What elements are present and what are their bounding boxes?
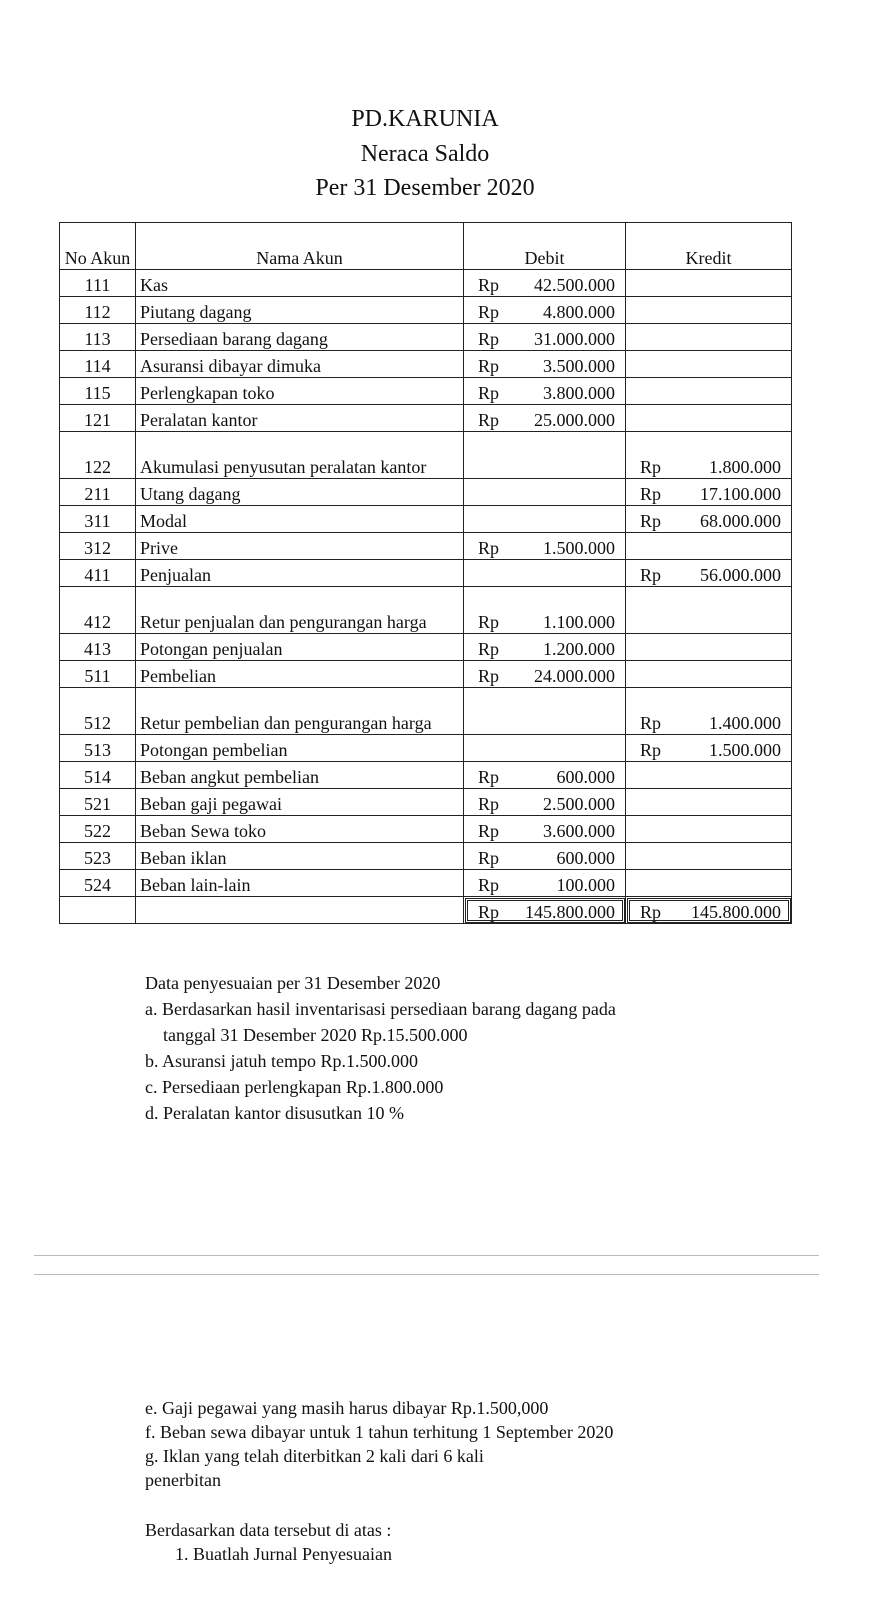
table-row xyxy=(60,560,792,587)
debit-amount: 31.000.000 xyxy=(534,329,615,349)
account-number: 413 xyxy=(60,634,136,661)
table-row xyxy=(60,378,792,405)
debit-cell xyxy=(464,870,626,897)
total-debit: 145.800.000 xyxy=(525,902,615,922)
account-number: 122 xyxy=(60,432,136,479)
account-number: 112 xyxy=(60,297,136,324)
account-name: Pembelian xyxy=(136,661,464,688)
table-row xyxy=(60,762,792,789)
credit-cell xyxy=(626,688,792,735)
currency-label: Rp xyxy=(478,848,500,868)
table-row xyxy=(60,661,792,688)
debit-amount: 1.100.000 xyxy=(543,612,615,632)
account-number: 522 xyxy=(60,816,136,843)
debit-cell xyxy=(464,688,626,735)
table-row xyxy=(60,789,792,816)
currency-label: Rp xyxy=(478,538,500,558)
account-name: Beban Sewa toko xyxy=(136,816,464,843)
debit-cell xyxy=(464,297,626,324)
account-name: Peralatan kantor xyxy=(136,405,464,432)
debit-cell xyxy=(464,560,626,587)
adjustment-item-d: d. Peralatan kantor disusutkan 10 % xyxy=(145,1103,404,1123)
adjustment-item-e: e. Gaji pegawai yang masih harus dibayar Rp.1.500,000 xyxy=(145,1398,549,1418)
debit-cell xyxy=(464,789,626,816)
account-number: 111 xyxy=(60,270,136,297)
debit-amount: 3.500.000 xyxy=(543,356,615,376)
account-number: 521 xyxy=(60,789,136,816)
credit-amount: 1.800.000 xyxy=(709,457,781,477)
company-name: PD.KARUNIA xyxy=(351,106,499,132)
debit-amount: 24.000.000 xyxy=(534,666,615,686)
debit-cell xyxy=(464,762,626,789)
table-row xyxy=(60,351,792,378)
account-name: Asuransi dibayar dimuka xyxy=(136,351,464,378)
currency-label: Rp xyxy=(478,794,500,814)
account-name: Persediaan barang dagang xyxy=(136,324,464,351)
table-row xyxy=(60,270,792,297)
adjustment-heading: Data penyesuaian per 31 Desember 2020 xyxy=(145,973,441,993)
currency-label: Rp xyxy=(478,902,500,922)
debit-cell xyxy=(464,270,626,297)
account-number: 523 xyxy=(60,843,136,870)
credit-cell xyxy=(626,533,792,560)
account-name: Prive xyxy=(136,533,464,560)
currency-label: Rp xyxy=(478,356,500,376)
debit-amount: 4.800.000 xyxy=(543,302,615,322)
header-no-akun: No Akun xyxy=(60,223,136,270)
account-name: Beban gaji pegawai xyxy=(136,789,464,816)
currency-label: Rp xyxy=(640,457,662,477)
debit-cell xyxy=(464,587,626,634)
total-credit: 145.800.000 xyxy=(691,902,781,922)
account-number: 312 xyxy=(60,533,136,560)
credit-cell xyxy=(626,405,792,432)
total-empty-name xyxy=(136,897,464,924)
debit-amount: 42.500.000 xyxy=(534,275,615,295)
instructions-intro: Berdasarkan data tersebut di atas : xyxy=(145,1520,392,1540)
credit-cell xyxy=(626,587,792,634)
currency-label: Rp xyxy=(640,713,662,733)
table-row xyxy=(60,843,792,870)
currency-label: Rp xyxy=(478,612,500,632)
credit-cell xyxy=(626,432,792,479)
debit-cell xyxy=(464,533,626,560)
debit-cell xyxy=(464,405,626,432)
table-row xyxy=(60,506,792,533)
account-number: 511 xyxy=(60,661,136,688)
debit-amount: 2.500.000 xyxy=(543,794,615,814)
account-number: 114 xyxy=(60,351,136,378)
credit-cell xyxy=(626,762,792,789)
currency-label: Rp xyxy=(478,767,500,787)
debit-cell xyxy=(464,661,626,688)
account-name: Perlengkapan toko xyxy=(136,378,464,405)
credit-cell xyxy=(626,735,792,762)
report-period: Per 31 Desember 2020 xyxy=(315,175,535,201)
account-name: Potongan pembelian xyxy=(136,735,464,762)
account-number: 412 xyxy=(60,587,136,634)
table-row xyxy=(60,587,792,634)
table-row xyxy=(60,405,792,432)
credit-amount: 56.000.000 xyxy=(700,565,781,585)
currency-label: Rp xyxy=(640,484,662,504)
currency-label: Rp xyxy=(478,666,500,686)
credit-cell xyxy=(626,297,792,324)
account-name: Akumulasi penyusutan peralatan kantor xyxy=(136,432,464,479)
adjustment-item-g-cont: penerbitan xyxy=(145,1470,221,1490)
debit-amount: 25.000.000 xyxy=(534,410,615,430)
table-row xyxy=(60,324,792,351)
credit-cell xyxy=(626,506,792,533)
currency-label: Rp xyxy=(478,275,500,295)
credit-cell xyxy=(626,378,792,405)
credit-amount: 68.000.000 xyxy=(700,511,781,531)
credit-cell xyxy=(626,479,792,506)
adjustment-item-a: a. Berdasarkan hasil inventarisasi persediaan barang dagang pada xyxy=(145,999,616,1019)
credit-cell xyxy=(626,351,792,378)
adjustment-item-f: f. Beban sewa dibayar untuk 1 tahun terhitung 1 September 2020 xyxy=(145,1422,614,1442)
account-number: 411 xyxy=(60,560,136,587)
currency-label: Rp xyxy=(478,302,500,322)
credit-cell xyxy=(626,560,792,587)
report-title: Neraca Saldo xyxy=(360,141,490,167)
currency-label: Rp xyxy=(478,821,500,841)
debit-cell xyxy=(464,479,626,506)
debit-cell xyxy=(464,843,626,870)
account-name: Retur pembelian dan pengurangan harga xyxy=(136,688,464,735)
credit-amount: 1.400.000 xyxy=(709,713,781,733)
account-name: Piutang dagang xyxy=(136,297,464,324)
credit-cell xyxy=(626,789,792,816)
account-name: Beban angkut pembelian xyxy=(136,762,464,789)
table-row xyxy=(60,533,792,560)
total-empty-no xyxy=(60,897,136,924)
table-row xyxy=(60,432,792,479)
debit-cell xyxy=(464,816,626,843)
total-credit-cell xyxy=(626,897,792,924)
debit-amount: 3.600.000 xyxy=(543,821,615,841)
trial-balance-table xyxy=(59,222,792,924)
header-debit: Debit xyxy=(464,223,626,270)
currency-label: Rp xyxy=(640,902,662,922)
account-name: Potongan penjualan xyxy=(136,634,464,661)
adjustment-item-a-cont: tanggal 31 Desember 2020 Rp.15.500.000 xyxy=(163,1025,468,1045)
account-name: Kas xyxy=(136,270,464,297)
debit-amount: 1.200.000 xyxy=(543,639,615,659)
account-number: 514 xyxy=(60,762,136,789)
table-row xyxy=(60,688,792,735)
debit-cell xyxy=(464,634,626,661)
adjustment-item-g: g. Iklan yang telah diterbitkan 2 kali dari 6 kali xyxy=(145,1446,484,1466)
table-row xyxy=(60,870,792,897)
debit-amount: 3.800.000 xyxy=(543,383,615,403)
account-number: 113 xyxy=(60,324,136,351)
account-name: Beban lain-lain xyxy=(136,870,464,897)
account-name: Utang dagang xyxy=(136,479,464,506)
total-debit-cell xyxy=(464,897,626,924)
table-row xyxy=(60,735,792,762)
table-row xyxy=(60,634,792,661)
table-total-row xyxy=(60,897,792,924)
credit-amount: 17.100.000 xyxy=(700,484,781,504)
debit-amount: 600.000 xyxy=(556,848,615,868)
debit-cell xyxy=(464,735,626,762)
adjustment-notes-continued xyxy=(145,1396,613,1492)
account-name: Beban iklan xyxy=(136,843,464,870)
account-number: 513 xyxy=(60,735,136,762)
debit-cell xyxy=(464,351,626,378)
currency-label: Rp xyxy=(478,329,500,349)
credit-cell xyxy=(626,816,792,843)
debit-amount: 100.000 xyxy=(556,875,615,895)
credit-amount: 1.500.000 xyxy=(709,740,781,760)
credit-cell xyxy=(626,270,792,297)
debit-cell xyxy=(464,324,626,351)
adjustment-notes xyxy=(145,970,616,1126)
adjustment-item-c: c. Persediaan perlengkapan Rp.1.800.000 xyxy=(145,1077,444,1097)
currency-label: Rp xyxy=(640,565,662,585)
currency-label: Rp xyxy=(478,410,500,430)
credit-cell xyxy=(626,661,792,688)
account-name: Modal xyxy=(136,506,464,533)
credit-cell xyxy=(626,870,792,897)
credit-cell xyxy=(626,634,792,661)
account-name: Retur penjualan dan pengurangan harga xyxy=(136,587,464,634)
instructions xyxy=(145,1518,392,1566)
table-row xyxy=(60,479,792,506)
account-number: 121 xyxy=(60,405,136,432)
account-name: Penjualan xyxy=(136,560,464,587)
debit-cell xyxy=(464,378,626,405)
debit-cell xyxy=(464,506,626,533)
account-number: 524 xyxy=(60,870,136,897)
account-number: 512 xyxy=(60,688,136,735)
currency-label: Rp xyxy=(478,875,500,895)
credit-cell xyxy=(626,843,792,870)
table-header-row xyxy=(60,223,792,270)
credit-cell xyxy=(626,324,792,351)
debit-cell xyxy=(464,432,626,479)
header-nama-akun: Nama Akun xyxy=(136,223,464,270)
currency-label: Rp xyxy=(478,383,500,403)
table-body xyxy=(60,270,792,897)
currency-label: Rp xyxy=(478,639,500,659)
debit-amount: 600.000 xyxy=(556,767,615,787)
instruction-item-1: 1. Buatlah Jurnal Penyesuaian xyxy=(175,1544,392,1564)
account-number: 211 xyxy=(60,479,136,506)
currency-label: Rp xyxy=(640,740,662,760)
account-number: 311 xyxy=(60,506,136,533)
debit-amount: 1.500.000 xyxy=(543,538,615,558)
account-number: 115 xyxy=(60,378,136,405)
adjustment-item-b: b. Asuransi jatuh tempo Rp.1.500.000 xyxy=(145,1051,418,1071)
table-row xyxy=(60,297,792,324)
currency-label: Rp xyxy=(640,511,662,531)
header-kredit: Kredit xyxy=(626,223,792,270)
page-break-divider xyxy=(34,1255,819,1275)
table-row xyxy=(60,816,792,843)
